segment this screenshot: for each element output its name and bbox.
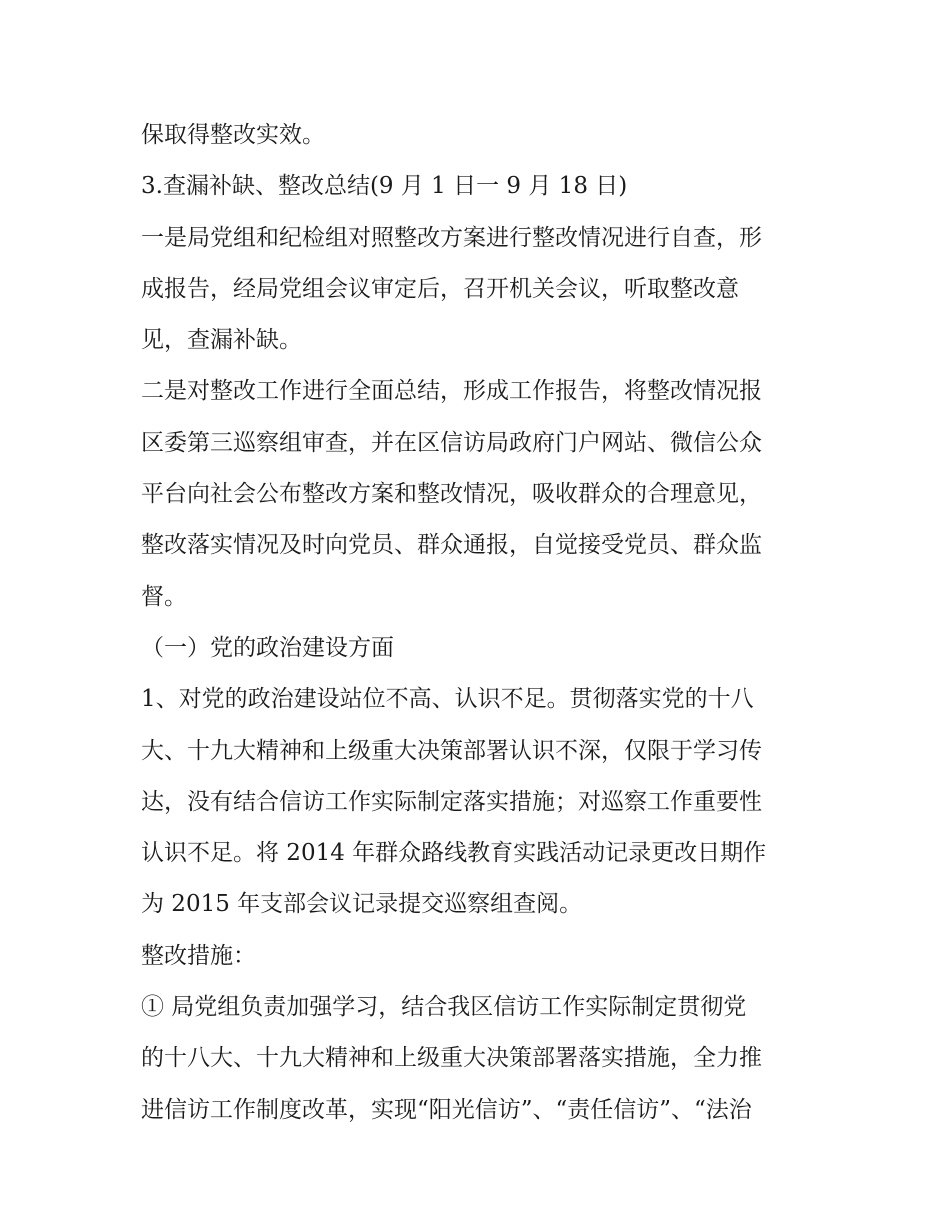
text-line: 见，查漏补缺。 [141,327,302,354]
text-line: 督。 [141,583,187,610]
text-line: 大、十九大精神和上级重大决策部署认识不深，仅限于学习传 [141,737,762,764]
text-line: 成报告，经局党组会议审定后，召开机关会议，听取整改意 [141,275,739,302]
text-line: 区委第三巡察组审查，并在区信访局政府门户网站、微信公众 [141,429,762,456]
text-line: 二是对整改工作进行全面总结，形成工作报告，将整改情况报 [141,378,762,405]
text-line: 的十八大、十九大精神和上级重大决策部署落实措施，全力推 [141,1045,762,1072]
section-heading-political-construction: （一）党的政治建设方面 [141,634,394,661]
text-line: 认识不足。将 2014 年群众路线教育实践活动记录更改日期作 [141,840,767,867]
text-line: 达，没有结合信访工作实际制定落实措施；对巡察工作重要性 [141,788,762,815]
text-line: 为 2015 年支部会议记录提交巡察组查阅。 [141,891,583,918]
text-line: 1、对党的政治建设站位不高、认识不足。贯彻落实党的十八 [141,686,754,713]
section-heading-3: 3.查漏补缺、整改总结(9 月 1 日一 9 月 18 日) [141,173,628,200]
subheading-measures: 整改措施： [141,942,256,969]
text-line: 一是局党组和纪检组对照整改方案进行整改情况进行自查，形 [141,224,762,251]
text-line: 进信访工作制度改革，实现“阳光信访”、“责任信访”、“法治 [141,1096,752,1123]
text-line: ① 局党组负责加强学习，结合我区信访工作实际制定贯彻党 [141,994,747,1021]
document-body [141,110,821,1136]
text-line: 整改落实情况及时向党员、群众通报，自觉接受党员、群众监 [141,532,762,559]
text-line: 保取得整改实效。 [141,122,325,148]
text-line: 平台向社会公布整改方案和整改情况，吸收群众的合理意见， [141,481,762,508]
